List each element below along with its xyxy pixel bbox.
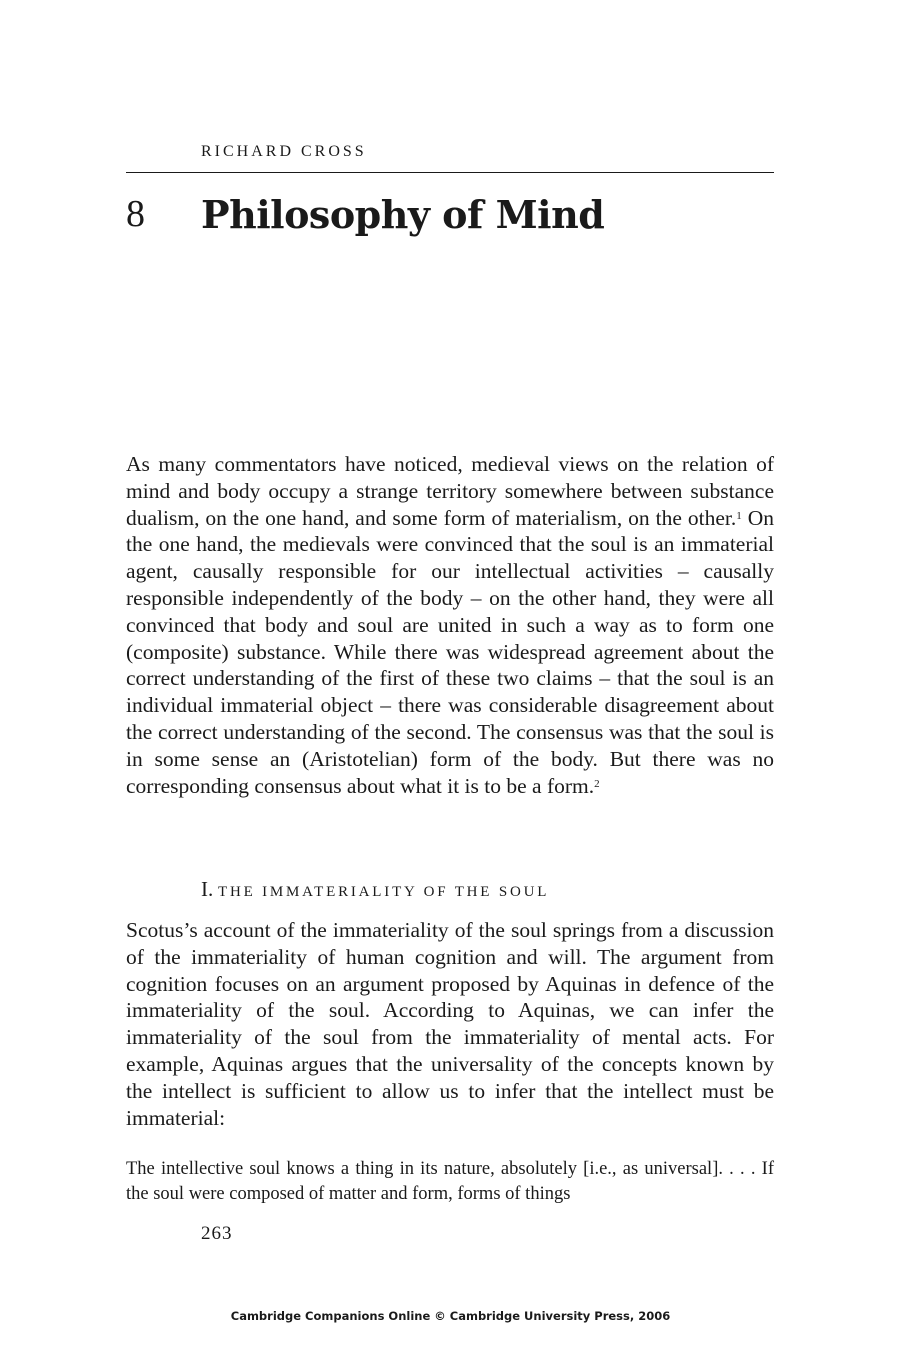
section-heading: [201, 877, 549, 902]
intro-text-2: On the one hand, the medievals were convinced that the soul is an immaterial agent, causally responsible for our intellectual activities – causally responsible independently of the body – on the other hand, they were all convinced that body and soul are united in such a way as to form one (composite) substance. While there was widespread agreement about the correct understanding of the first of these two claims – that the soul is an individual immaterial object – there was considerable disagreement about the correct understanding of the second. The consensus was that the soul is in some sense an (Aristotelian) form of the body. But there was no corresponding consensus about what it is to be a form.: [126, 505, 775, 798]
intro-paragraph: [126, 451, 774, 799]
chapter-title: Philosophy of Mind: [201, 192, 605, 237]
section-number: I.: [201, 877, 214, 901]
block-quote: The intellective soul knows a thing in its nature, absolutely [i.e., as universal]. . . . If the soul were composed of matter and form, forms of things: [126, 1159, 774, 1204]
footer-copyright: Cambridge Companions Online © Cambridge University Press, 2006: [230, 1309, 671, 1323]
section-paragraph: Scotus’s account of the immateriality of the soul springs from a discussion of the immateriality of human cognition and will. The argument from cognition focuses on an argument proposed by Aquinas in defence of the immateriality of the soul. According to Aquinas, we can infer the immateriality of the soul from the immateriality of mental acts. For example, Aquinas argues that the universality of the concepts known by the intellect is sufficient to allow us to infer that the intellect must be immaterial:: [126, 918, 774, 1130]
running-head-author: RICHARD CROSS: [201, 143, 367, 160]
section-title: THE IMMATERIALITY OF THE SOUL: [218, 884, 550, 900]
chapter-number: 8: [126, 193, 145, 235]
page-number: 263: [201, 1223, 233, 1244]
header-rule: [126, 172, 774, 173]
intro-text-1: As many commentators have noticed, medieval views on the relation of mind and body occupy a strange territory somewhere between substance dualism, on the one hand, and some form of materialism, on the other.: [126, 452, 774, 530]
footnote-ref-2[interactable]: 2: [594, 777, 600, 790]
footnote-ref-1[interactable]: 1: [736, 509, 742, 522]
